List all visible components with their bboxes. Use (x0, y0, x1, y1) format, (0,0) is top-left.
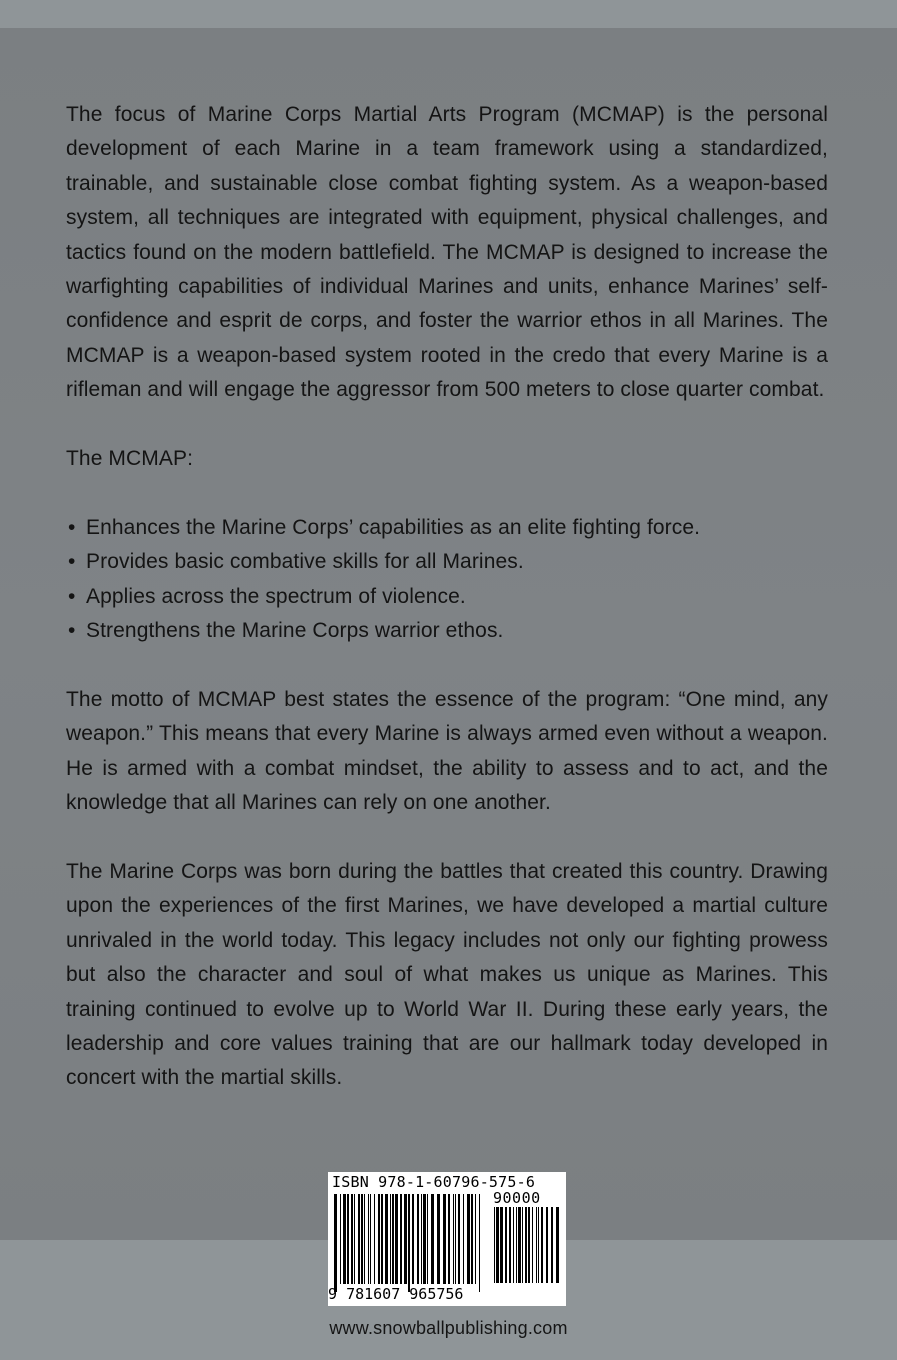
barcode-bars-icon (334, 1194, 484, 1294)
barcode-bar (536, 1207, 537, 1283)
isbn-label: ISBN 978-1-60796-575-6 (332, 1173, 536, 1191)
barcode-bar (453, 1194, 454, 1284)
barcode-bar (358, 1194, 360, 1284)
barcode-bar (412, 1194, 414, 1284)
barcode-bar (455, 1194, 456, 1284)
barcode-bar (381, 1194, 383, 1284)
barcode-bar (551, 1207, 553, 1283)
barcode-bar (546, 1207, 548, 1283)
barcode-bar (458, 1194, 460, 1284)
barcode-bar (421, 1194, 422, 1284)
barcode-bar (364, 1194, 365, 1284)
mcmap-bullet-list (66, 511, 828, 649)
bullet-dot: • (68, 515, 76, 539)
barcode-bar (427, 1194, 428, 1284)
intro-paragraph: The focus of Marine Corps Martial Arts Program (MCMAP) is the personal development of each Marine in a team framework using a standardized, trainable, and sustainable close combat fighting system. As a weapon-based system, all techniques are integrated with equipment, physical challenges, and tactics found on the modern battlefield. The MCMAP is designed to increase the warfighting capabilities of individual Marines and units, enhance Marines’ self-confidence and esprit de corps, and foster the warrior ethos in all Marines. The MCMAP is a weapon-based system rooted in the credo that every Marine is a rifleman and will engage the aggressor from 500 meters to close quarter combat. (66, 103, 828, 402)
barcode-bar (500, 1207, 503, 1283)
addon-barcode-bars-icon (494, 1207, 562, 1285)
barcode-bar (404, 1194, 407, 1284)
barcode-bar (437, 1194, 440, 1284)
barcode-bar (443, 1194, 446, 1284)
barcode-bar (538, 1207, 539, 1283)
barcode-bar (368, 1194, 369, 1284)
barcode-bar (347, 1194, 349, 1284)
barcode-bar (532, 1207, 533, 1283)
history-paragraph: The Marine Corps was born during the battles that created this country. Drawing upon the experiences of the first Marines, we have developed a martial culture unrivaled in the world today. This legacy includes not only our fighting prowess but also the character and soul of what makes us unique as Marines. This training continued to evolve up to World War II. During these early years, the leadership and core values training that are our hallmark today developed in concert with the martial skills. (66, 859, 828, 1090)
barcode-bar (400, 1194, 402, 1284)
barcode-bar (496, 1207, 499, 1283)
barcode-bar (494, 1207, 495, 1283)
barcode-bar (392, 1194, 394, 1284)
bullet-dot: • (68, 619, 76, 643)
bullet-item: • Applies across the spectrum of violence. (66, 580, 828, 614)
barcode-bar (395, 1194, 398, 1284)
barcode-bar (334, 1194, 337, 1292)
barcode-bar (378, 1194, 380, 1284)
barcode-bar (475, 1194, 476, 1284)
bullet-dot: • (68, 584, 76, 608)
barcode-bar (471, 1194, 473, 1284)
barcode-bar (431, 1194, 434, 1284)
bullet-item: • Strengthens the Marine Corps warrior ethos. (66, 614, 828, 648)
barcode-bar (448, 1194, 450, 1284)
barcode-bar (343, 1194, 346, 1284)
barcode-bar (374, 1194, 375, 1284)
barcode-bar (361, 1194, 363, 1284)
barcode-bar (505, 1207, 507, 1283)
barcode-bar (525, 1207, 527, 1283)
barcode-bar (423, 1194, 426, 1284)
barcode-bar (390, 1194, 391, 1284)
barcode-bar (513, 1207, 514, 1283)
ean-right-group: 965756 (409, 1285, 464, 1303)
ean-digits (328, 1285, 463, 1303)
barcode-bar (479, 1194, 480, 1292)
back-cover-text (66, 98, 828, 1130)
price-code: 90000 (493, 1189, 541, 1207)
isbn-barcode (328, 1172, 566, 1306)
bullet-item: • Provides basic combative skills for all Marines. (66, 545, 828, 579)
barcode-bar (528, 1207, 530, 1283)
barcode-bar (516, 1207, 517, 1283)
barcode-bar (518, 1207, 521, 1283)
motto-paragraph: The motto of MCMAP best states the essence of the program: “One mind, any weapon.” This means that every Marine is always armed even without a weapon. He is armed with a combat mindset, the ability to assess and to act, and the knowledge that all Marines can rely on one another. (66, 687, 828, 815)
bullet-dot: • (68, 550, 76, 574)
barcode-bar (541, 1207, 543, 1283)
top-band (0, 0, 897, 28)
barcode-bar (556, 1207, 559, 1283)
barcode-bar (522, 1207, 523, 1283)
barcode-bar (408, 1194, 410, 1292)
ean-left-group: 781607 (346, 1285, 401, 1303)
barcode-bar (385, 1194, 388, 1284)
ean-first-digit: 9 (328, 1285, 338, 1303)
publisher-website: www.snowballpublishing.com (329, 1318, 568, 1338)
barcode-bar (509, 1207, 511, 1283)
barcode-bar (354, 1194, 355, 1284)
barcode-bar (467, 1194, 470, 1284)
bullet-item: • Enhances the Marine Corps’ capabilities as an elite fighting force. (66, 511, 828, 545)
barcode-bar (463, 1194, 464, 1284)
barcode-bar (417, 1194, 419, 1284)
mcmap-heading: The MCMAP: (66, 447, 194, 471)
barcode-bar (351, 1194, 353, 1284)
barcode-bar (370, 1194, 371, 1284)
barcode-bar (340, 1194, 341, 1284)
